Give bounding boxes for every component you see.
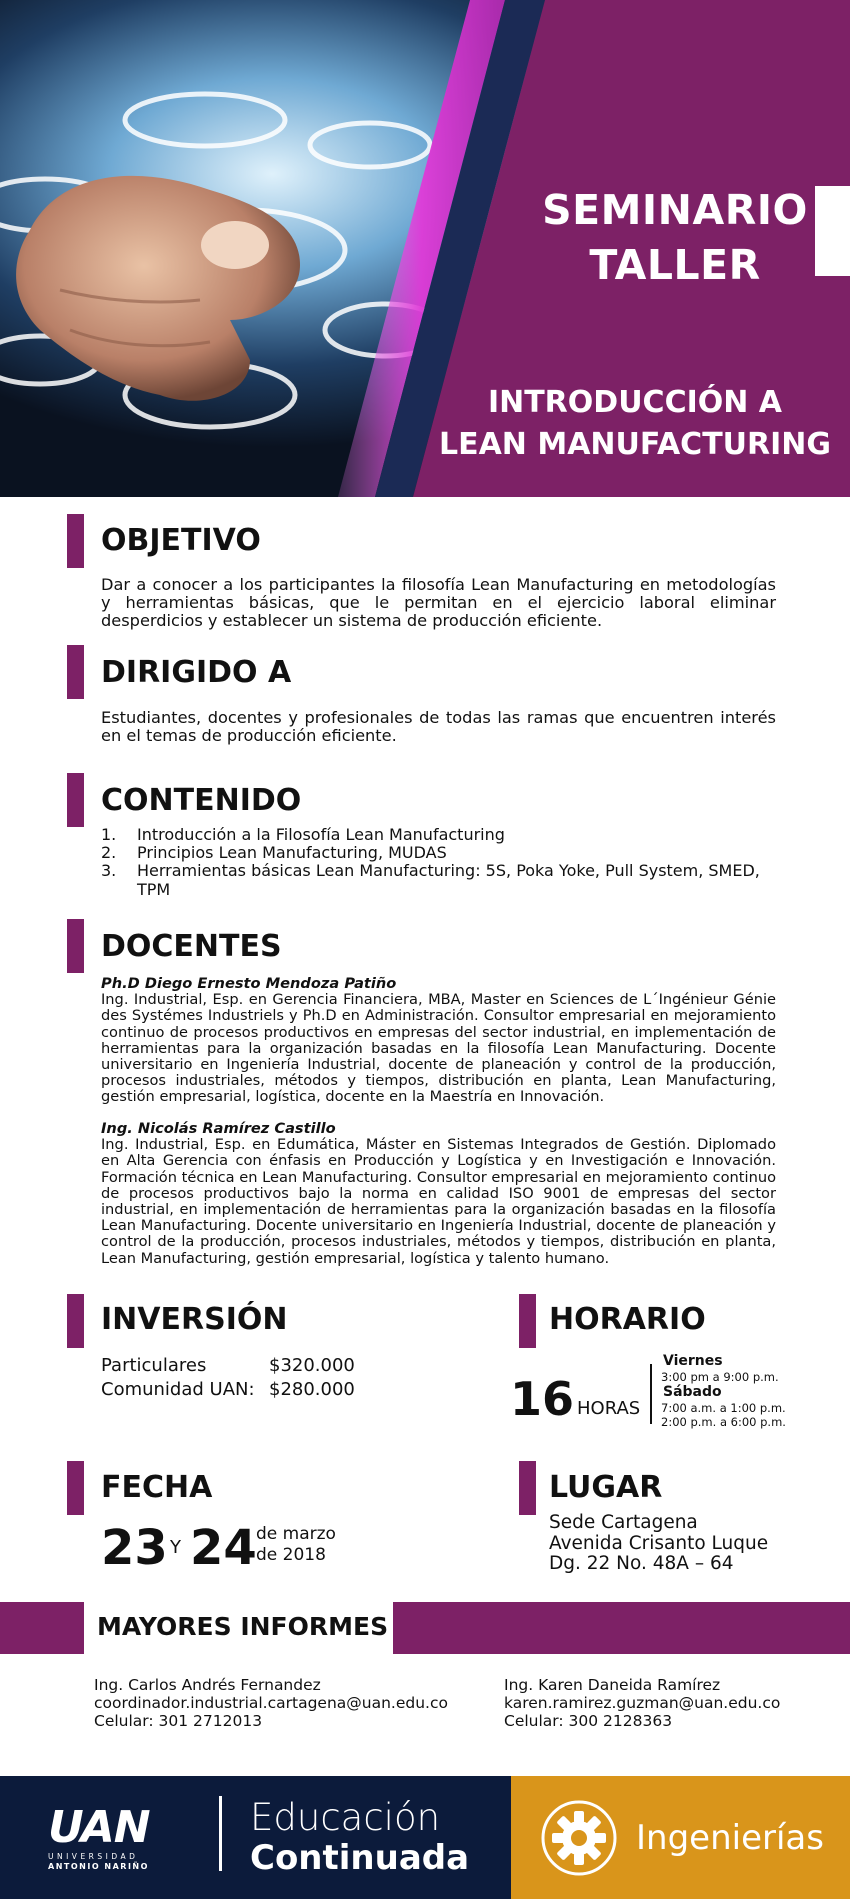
objetivo-heading: OBJETIVO bbox=[101, 523, 261, 558]
lugar-line1: Sede Cartagena bbox=[549, 1512, 698, 1533]
date-month-line1: de marzo bbox=[256, 1524, 336, 1544]
contact-email[interactable]: coordinador.industrial.cartagena@uan.edu.co bbox=[94, 1694, 448, 1712]
contact-name: Ing. Karen Daneida Ramírez bbox=[504, 1676, 721, 1694]
footer-divider bbox=[219, 1796, 222, 1871]
contact-2 bbox=[504, 1676, 780, 1730]
dirigido-text: Estudiantes, docentes y profesionales de todas las ramas que encuentren interés en el temas de producción eficiente. bbox=[101, 708, 776, 745]
fecha-accent-bar bbox=[67, 1461, 84, 1515]
lugar-accent-bar bbox=[519, 1461, 536, 1515]
hero-title-line2: TALLER bbox=[589, 241, 761, 289]
inversion-price-table bbox=[101, 1354, 355, 1402]
schedule bbox=[661, 1353, 786, 1429]
hero-title-line1: SEMINARIO bbox=[542, 186, 808, 234]
contenido-accent-bar bbox=[67, 773, 84, 827]
uan-logo-sub2: ANTONIO NARIÑO bbox=[48, 1862, 149, 1871]
list-item bbox=[101, 826, 781, 844]
gear-icon bbox=[540, 1799, 618, 1877]
lugar-line2: Avenida Crisanto Luque bbox=[549, 1532, 769, 1554]
list-item bbox=[101, 844, 781, 862]
dirigido-accent-bar bbox=[67, 645, 84, 699]
objetivo-accent-bar bbox=[67, 514, 84, 568]
date-connector: Y bbox=[170, 1537, 181, 1558]
docente-1 bbox=[101, 976, 776, 1106]
list-item-number: 3. bbox=[101, 861, 117, 881]
price-label: Comunidad UAN: bbox=[101, 1379, 255, 1400]
date-day2: 24 bbox=[190, 1520, 257, 1576]
hero-subtitle-line1: INTRODUCCIÓN A bbox=[487, 385, 783, 420]
hero-white-tab bbox=[815, 186, 850, 276]
uan-logo-sub1: UNIVERSIDAD bbox=[48, 1852, 139, 1861]
contact-phone: Celular: 300 2128363 bbox=[504, 1712, 673, 1730]
schedule-day-saturday: Sábado bbox=[663, 1384, 722, 1400]
informes-bar-right bbox=[393, 1602, 850, 1654]
list-item-text: Introducción a la Filosofía Lean Manufacturing bbox=[137, 825, 505, 844]
list-item bbox=[101, 862, 781, 898]
fecha-heading: FECHA bbox=[101, 1470, 213, 1505]
docente-name: Ph.D Diego Ernesto Mendoza Patiño bbox=[101, 975, 397, 992]
inversion-heading: INVERSIÓN bbox=[101, 1302, 288, 1337]
docente-bio: Ing. Industrial, Esp. en Edumática, Máster en Sistemas Integrados de Gestión. Diplomado en Alta Gerencia con énfasis en Producción y Logística y en Investigación e Innovación. Formación técnica en Lean Manufacturing. Consultor empresarial en mejoramiento continuo de procesos productivos bajo la norma en calidad ISO 9001 de empresas del sector industrial, en implementación de herramientas para la organización basadas en la filosofía Lean Manufacturing. Docente universitario en Ingeniería Industrial, docente de planeación y control de la producción, procesos industriales, métodos y tiempos, distribución en planta, Lean Manufacturing, gestión empresarial, logística y talento humano. bbox=[101, 1136, 776, 1267]
contenido-heading: CONTENIDO bbox=[101, 783, 302, 818]
contenido-list bbox=[101, 826, 781, 899]
objetivo-text: Dar a conocer a los participantes la filosofía Lean Manufacturing en metodologías y herramientas básicas, que le permitan en el ejercicio laboral eliminar desperdicios y establecer un sistema de producción eficiente. bbox=[101, 575, 776, 630]
lugar-heading: LUGAR bbox=[549, 1470, 663, 1505]
docente-bio: Ing. Industrial, Esp. en Gerencia Financiera, MBA, Master en Sciences de L´Ingénieur Génie des Systémes Industriels y Ph.D en Administración. Consultor empresarial en mejoramiento continuo de procesos productivos en empresas del sector industrial, en implementación de herramientas para la organización basadas en la filosofía Lean Manufacturing. Docente universitario en Ingeniería Industrial, docente de planeación y control de la producción, procesos industriales, métodos y tiempos, distribución en planta, Lean Manufacturing, gestión empresarial, logística, docente en la Maestría en Innovación. bbox=[101, 991, 776, 1106]
date-month bbox=[256, 1524, 336, 1566]
docentes-heading: DOCENTES bbox=[101, 929, 282, 964]
price-value: $280.000 bbox=[269, 1379, 355, 1400]
inversion-accent-bar bbox=[67, 1294, 84, 1348]
hero-title bbox=[540, 183, 810, 293]
footer-edu-line2: Continuada bbox=[250, 1838, 470, 1878]
contact-email[interactable]: karen.ramirez.guzman@uan.edu.co bbox=[504, 1694, 781, 1712]
contact-name: Ing. Carlos Andrés Fernandez bbox=[94, 1676, 321, 1694]
table-row bbox=[101, 1378, 355, 1402]
lugar-line3: Dg. 22 No. 48A – 64 bbox=[549, 1553, 734, 1574]
schedule-time: 3:00 pm a 9:00 p.m. bbox=[661, 1370, 779, 1384]
horario-heading: HORARIO bbox=[549, 1302, 706, 1337]
uan-logo-word: UAN bbox=[48, 1802, 150, 1853]
dirigido-heading: DIRIGIDO A bbox=[101, 655, 292, 690]
hours-number: 16 bbox=[510, 1372, 575, 1426]
docentes-accent-bar bbox=[67, 919, 84, 973]
lugar-address bbox=[549, 1513, 768, 1575]
list-item-text: Herramientas básicas Lean Manufacturing: 5S, Poka Yoke, Pull System, SMED, TPM bbox=[137, 861, 760, 899]
hero-subtitle bbox=[430, 382, 840, 466]
list-item-text: Principios Lean Manufacturing, MUDAS bbox=[137, 843, 447, 863]
footer-edu-line1: Educación bbox=[250, 1796, 441, 1839]
table-row bbox=[101, 1354, 355, 1378]
schedule-time: 2:00 p.m. a 6:00 p.m. bbox=[661, 1415, 786, 1429]
contact-phone: Celular: 301 2712013 bbox=[94, 1712, 263, 1730]
schedule-day-friday: Viernes bbox=[663, 1353, 723, 1369]
docente-2 bbox=[101, 1121, 776, 1267]
date-month-line2: de 2018 bbox=[256, 1545, 326, 1565]
list-item-number: 1. bbox=[101, 825, 117, 844]
hero-subtitle-line2: LEAN MANUFACTURING bbox=[438, 427, 832, 462]
hours-label: HORAS bbox=[577, 1398, 641, 1419]
informes-heading: MAYORES INFORMES bbox=[97, 1612, 389, 1641]
hero-banner bbox=[0, 0, 850, 497]
list-item-number: 2. bbox=[101, 843, 117, 863]
price-value: $320.000 bbox=[269, 1355, 355, 1376]
date-day1: 23 bbox=[101, 1520, 168, 1576]
footer-faculty: Ingenierías bbox=[636, 1818, 824, 1858]
hours-divider bbox=[650, 1364, 652, 1424]
schedule-time: 7:00 a.m. a 1:00 p.m. bbox=[661, 1401, 786, 1415]
docente-name: Ing. Nicolás Ramírez Castillo bbox=[101, 1120, 336, 1137]
horario-accent-bar bbox=[519, 1294, 536, 1348]
informes-bar-left bbox=[0, 1602, 84, 1654]
uan-logo bbox=[48, 1802, 150, 1872]
price-label: Particulares bbox=[101, 1355, 207, 1376]
contact-1 bbox=[94, 1676, 448, 1730]
